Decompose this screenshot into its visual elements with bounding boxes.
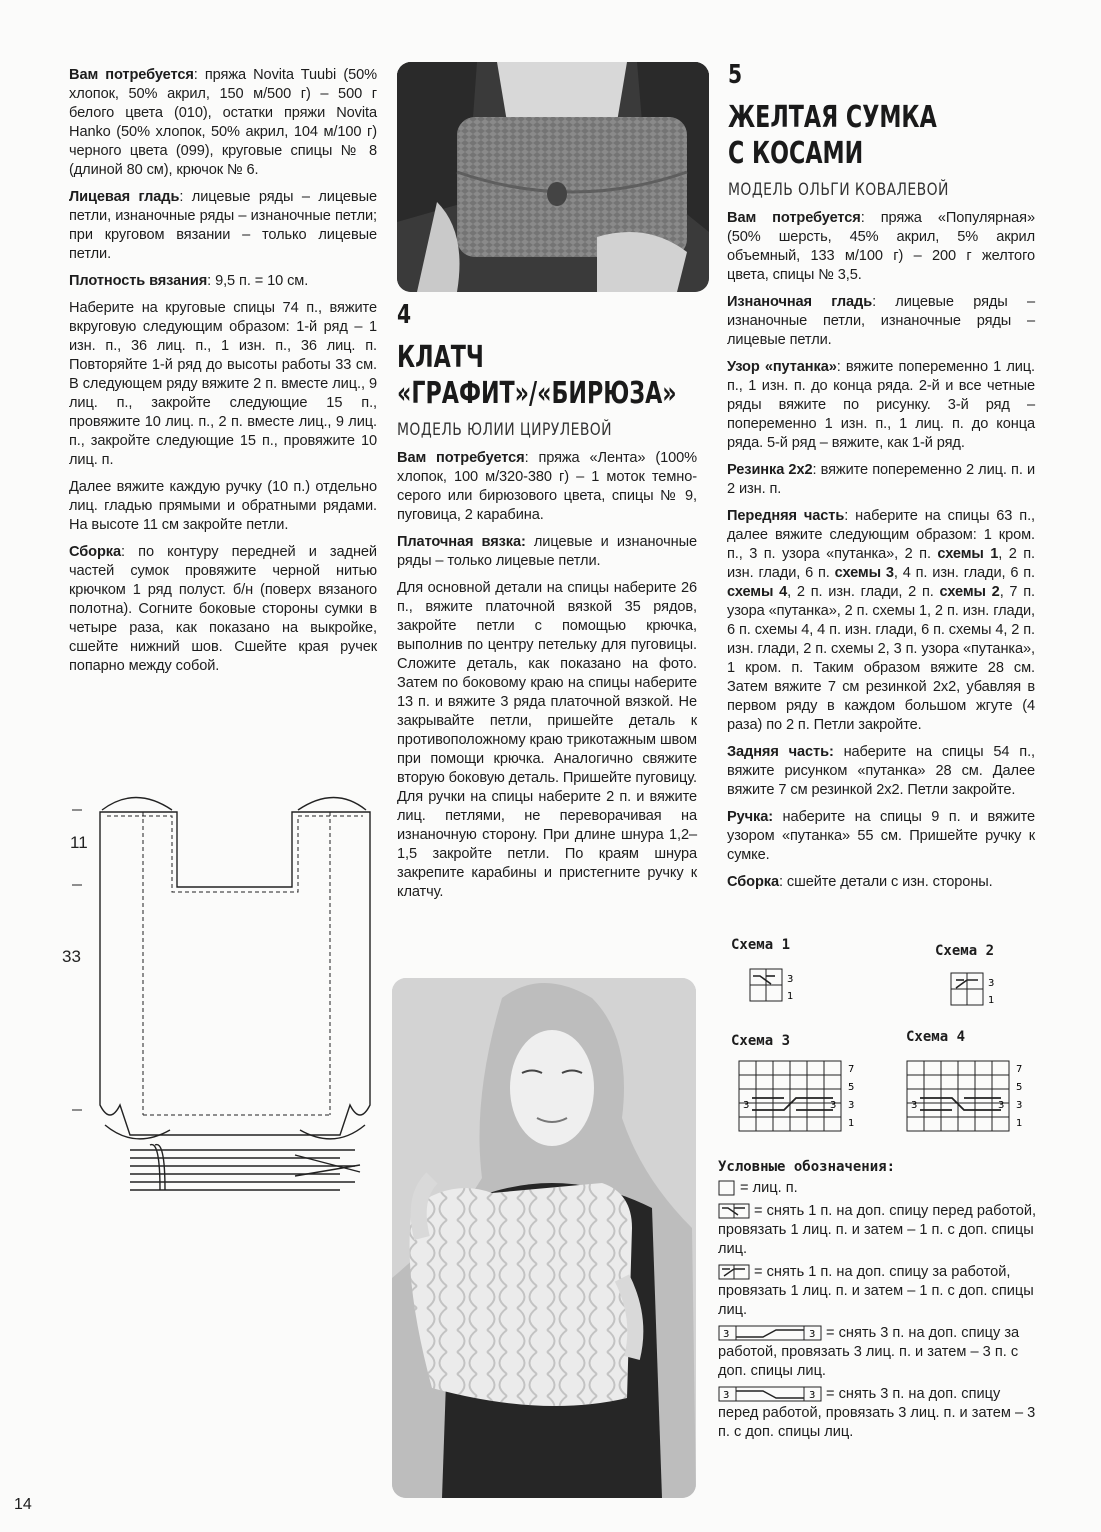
cross-left-3-icon (718, 1386, 822, 1402)
paragraph: Вам потребуется: пряжа «Популярная» (50% шерсть, 45% акрил, 5% акрил объемный, 133 м/100 г) – 200 г желтого цвета, спицы № 3,5. (727, 210, 1035, 283)
row-number: 1 (988, 995, 995, 1006)
row-number: 3 (848, 1100, 855, 1111)
section-title-5-line1: ЖЕЛТАЯ СУМКА (728, 100, 937, 135)
paragraph: Лицевая гладь: лицевые ряды – лицевые петли, изнаночные ряды – изнаночные петли; при круговом вязании – только лицевые петли. (69, 189, 377, 262)
paragraph: Плотность вязания: 9,5 п. = 10 см. (69, 273, 309, 289)
section-title-5-line2: С КОСАМИ (728, 136, 864, 171)
row-number: 1 (848, 1118, 855, 1129)
row-number: 3 (830, 1100, 837, 1111)
column-2-text (397, 449, 697, 910)
scheme-1-label: Схема 1 (731, 937, 791, 953)
model-author-5: МОДЕЛЬ ОЛЬГИ КОВАЛЕВОЙ (728, 180, 949, 200)
paragraph: Узор «путанка»: вяжите попеременно 1 лиц. п., 1 изн. п. до конца ряда. 2-й и все четные ряды вяжите по рисунку. 3-й ряд – попеременно 1 изн. п., 1 лиц. п. до конца ряда. 5-й ряд – вяжите, как 1-й ряд. (727, 359, 1035, 451)
row-number: 3 (998, 1100, 1005, 1111)
row-number: 3 (1016, 1100, 1023, 1111)
scheme-4-grid (906, 1060, 1026, 1136)
page-number: 14 (14, 1496, 32, 1513)
row-number: 1 (1016, 1118, 1023, 1129)
row-number: 7 (1016, 1064, 1023, 1075)
legend-item: = снять 1 п. на доп. спицу перед работой, провязать 1 лиц. п. и затем – 1 п. с доп. спицы лиц. (718, 1203, 1037, 1257)
paragraph: Далее вяжите каждую ручку (10 п.) отдельно лиц. гладью прямыми и обратными рядами. На высоте 11 см закройте петли. (69, 479, 377, 533)
row-number: 3 (743, 1100, 750, 1111)
section-title-4-line2: «ГРАФИТ»/«БИРЮЗА» (397, 376, 677, 411)
section-title-4-line1: КЛАТЧ (397, 340, 484, 375)
photo-yellow-bag (392, 978, 696, 1498)
paragraph: Сборка: по контуру передней и задней частей сумок провяжите черной нитью крючком 1 ряд полуст. б/н (поверх вязаного полотна). Согните боковые стороны сумки в четыре раза, как показано на выкройке, сшейте нижний шов. Сшейте края ручек попарно между собой. (69, 544, 377, 674)
knit-stitch-icon (718, 1180, 736, 1196)
legend-item: = снять 1 п. на доп. спицу за работой, провязать 1 лиц. п. и затем – 1 п. с доп. спицы лиц. (718, 1264, 1034, 1318)
dimension-label-11: 11 (70, 833, 88, 852)
paragraph: Изнаночная гладь: лицевые ряды – изнаночные петли, изнаночные ряды – лицевые петли. (727, 294, 1035, 348)
row-number: 3 (787, 974, 794, 985)
row-number: 5 (1016, 1082, 1023, 1093)
paragraph: Ручка: наберите на спицы 9 п. и вяжите узором «путанка» 55 см. Пришейте ручку к сумке. (727, 809, 1035, 863)
paragraph: Для основной детали на спицы наберите 26 п., вяжите платочной вязкой 35 рядов, закройте петли с помощью крючка, выполнив по центру петельку для пуговицы. Сложите деталь, как показано на фото. Затем по боковому краю на спицы наберите 13 п. и вяжите 3 ряда платочной вязкой. Не закрывайте петли, пришейте деталь к противоположному краю трикотажным швом при помощи крючка. Аналогично свяжите вторую боковую деталь. Пришейте пуговицу. Для ручки на спицы наберите 2 п. и вяжите лиц. петлями, не переворачивая на изнаночную сторону. При длине шнура 1,2–1,5 закройте петли. По краям шнура закрепите карабины и пристегните ручку к клатчу. (397, 580, 697, 900)
paragraph: Вам потребуется: пряжа «Лента» (100% хлопок, 100 м/320-380 г) – 1 моток темно-серого или бирюзового цвета, спицы № 9, пуговица, 2 карабина. (397, 450, 697, 523)
legend-title: Условные обозначения: (718, 1159, 896, 1175)
scheme-3-label: Схема 3 (731, 1033, 791, 1049)
paragraph: Сборка: сшейте детали с изн. стороны. (727, 874, 993, 890)
scheme-3-grid (738, 1060, 858, 1136)
legend-item: 3 3 = снять 3 п. на доп. спицу перед работой, провязать 3 лиц. п. и затем – 3 п. с доп. спицы лиц. (718, 1386, 1036, 1440)
dimension-label-33: 33 (62, 947, 81, 966)
paragraph: Задняя часть: наберите на спицы 54 п., вяжите рисунком «путанка» 28 см. Далее вяжите 7 см резинкой 2х2. Петли закройте. (727, 744, 1035, 798)
row-number: 3 (988, 978, 995, 989)
column-3-text (727, 209, 1035, 900)
cross-left-1-icon (718, 1203, 750, 1219)
bag-pattern-diagram (60, 780, 380, 1220)
svg-text:3: 3 (723, 1329, 730, 1341)
scheme-4-label: Схема 4 (906, 1029, 966, 1045)
row-number: 5 (848, 1082, 855, 1093)
row-number: 1 (787, 991, 794, 1002)
legend-item: = лиц. п. (718, 1179, 1038, 1198)
column-1-text (69, 66, 377, 684)
paragraph: Наберите на круговые спицы 74 п., вяжите вкруговую следующим образом: 1-й ряд – 1 изн. п., 36 лиц. п., 1 изн. п., 36 лиц. п. Повторяйте 1-й ряд до высоты работы 33 см. В следующем ряду вяжите 2 п. вместе лиц., 9 лиц. п., закройте следующие 15 п., провяжите 10 лиц. п., 2 п. вместе лиц., 9 лиц. п., закройте следующие 15 п., провяжите 10 лиц. п. (69, 300, 377, 468)
scheme-2-grid (950, 972, 1000, 1008)
paragraph: Вам потребуется: пряжа Novita Tuubi (50% хлопок, 50% акрил, 150 м/500 г) – 500 г белого цвета (010), остатки пряжи Novita Hanko (50% хлопок, 50% акрил, 104 м/100 г) черного цвета (099), круговые спицы № 8 (длиной 80 см), крючок № 6. (69, 67, 377, 178)
cross-right-3-icon (718, 1325, 822, 1341)
scheme-2-label: Схема 2 (935, 943, 995, 959)
legend (718, 1158, 1038, 1446)
paragraph: Резинка 2х2: вяжите попеременно 2 лиц. п. и 2 изн. п. (727, 462, 1035, 497)
cross-right-1-icon (718, 1264, 750, 1280)
paragraph: Передняя часть: наберите на спицы 63 п., далее вяжите следующим образом: 1 кром. п., 3 п. узора «путанка», 2 п. схемы 1, 2 п. изн. глади, 6 п. схемы 3, 4 п. изн. глади, 6 п. схемы 4, 2 п. изн. глади, 2 п. схемы 2, 7 п. узора «путанка», 2 п. схемы 1, 2 п. изн. глади, 6 п. схемы 4, 4 п. изн. глади, 6 п. схемы 4, 2 п. изн. глади, 2 п. схемы 2, 3 п. узора «путанка», 1 кром. п. Таким образом вяжите 28 см. Затем вяжите 7 см резинкой 2х2, убавляя в первом ряду в каждом большом жгуте (4 раза) по 2 п. Петли закройте. (727, 508, 1035, 733)
svg-text:3: 3 (809, 1390, 816, 1402)
legend-item: 3 3 = снять 3 п. на доп. спицу за работой, провязать 3 лиц. п. и затем – 3 п. с доп. спицы лиц. (718, 1325, 1020, 1379)
section-number-5: 5 (728, 60, 743, 90)
paragraph: Платочная вязка: лицевые и изнаночные ряды – только лицевые петли. (397, 534, 697, 569)
svg-text:3: 3 (809, 1329, 816, 1341)
svg-text:3: 3 (723, 1390, 730, 1402)
row-number: 3 (911, 1100, 918, 1111)
row-number: 7 (848, 1064, 855, 1075)
model-author-4: МОДЕЛЬ ЮЛИИ ЦИРУЛЕВОЙ (397, 420, 613, 440)
photo-clutch (397, 62, 709, 292)
section-number-4: 4 (397, 300, 412, 330)
scheme-1-grid (749, 968, 799, 1004)
